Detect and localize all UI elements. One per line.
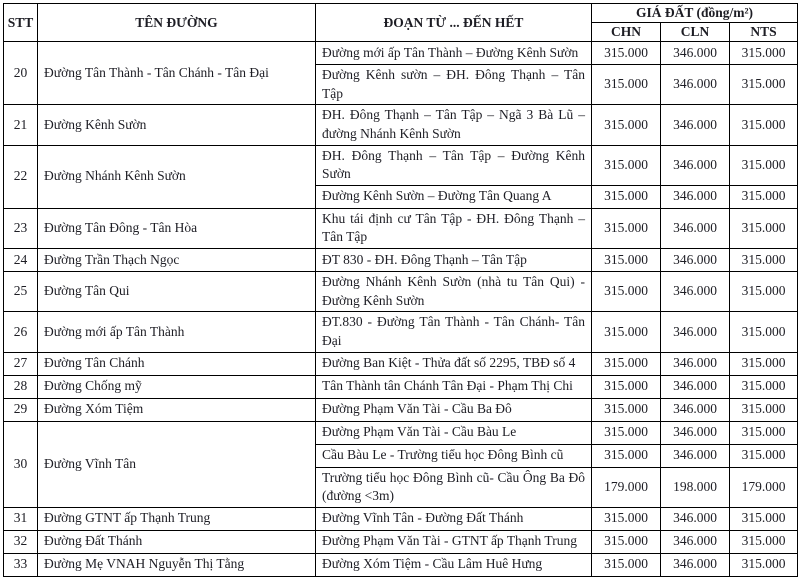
- price-cln-cell: 346.000: [661, 352, 730, 375]
- price-chn-cell: 179.000: [592, 467, 661, 507]
- street-name-cell: Đường GTNT ấp Thạnh Trung: [38, 507, 316, 530]
- price-cln-cell: 198.000: [661, 467, 730, 507]
- stt-cell: 24: [4, 249, 38, 272]
- price-chn-cell: 315.000: [592, 352, 661, 375]
- price-chn-cell: 315.000: [592, 398, 661, 421]
- section-cell: Đường Vĩnh Tân - Đường Đất Thánh: [316, 507, 592, 530]
- table-row: [4, 208, 798, 248]
- price-cln-cell: 346.000: [661, 42, 730, 65]
- street-name-cell: Đường mới ấp Tân Thành: [38, 312, 316, 352]
- section-cell: Cầu Bàu Le - Trường tiểu học Đông Bình cũ: [316, 444, 592, 467]
- table-row: [4, 375, 798, 398]
- table-row: [4, 530, 798, 553]
- table-row: [4, 507, 798, 530]
- table-row: [4, 42, 798, 65]
- price-cln-cell: 346.000: [661, 145, 730, 185]
- price-chn-cell: 315.000: [592, 553, 661, 576]
- section-cell: ĐH. Đông Thạnh – Tân Tập – Đường Kênh Sườn: [316, 145, 592, 185]
- street-name-cell: Đường Chống mỹ: [38, 375, 316, 398]
- section-cell: ĐT.830 - Đường Tân Thành - Tân Chánh- Tân Đại: [316, 312, 592, 352]
- stt-cell: 27: [4, 352, 38, 375]
- stt-cell: 20: [4, 42, 38, 105]
- price-chn-cell: 315.000: [592, 208, 661, 248]
- price-nts-cell: 315.000: [730, 352, 798, 375]
- section-cell: ĐT 830 - ĐH. Đông Thạnh – Tân Tập: [316, 249, 592, 272]
- section-cell: Đường Phạm Văn Tài - GTNT ấp Thạnh Trung: [316, 530, 592, 553]
- price-chn-cell: 315.000: [592, 105, 661, 145]
- price-cln-cell: 346.000: [661, 444, 730, 467]
- table-row: [4, 352, 798, 375]
- price-nts-cell: 315.000: [730, 398, 798, 421]
- price-chn-cell: 315.000: [592, 312, 661, 352]
- land-price-table: [3, 3, 798, 577]
- section-cell: Đường Nhánh Kênh Sườn (nhà tu Tân Qui) - Đường Kênh Sườn: [316, 272, 592, 312]
- price-cln-cell: 346.000: [661, 65, 730, 105]
- stt-cell: 25: [4, 272, 38, 312]
- table-row: [4, 398, 798, 421]
- street-name-cell: Đường Kênh Sườn: [38, 105, 316, 145]
- price-cln-cell: 346.000: [661, 312, 730, 352]
- table-row: [4, 421, 798, 444]
- section-cell: Trường tiểu học Đông Bình cũ- Cầu Ông Ba Đô (đường <3m): [316, 467, 592, 507]
- section-cell: Đường Ban Kiệt - Thửa đất số 2295, TBĐ số 4: [316, 352, 592, 375]
- stt-cell: 28: [4, 375, 38, 398]
- header-stt: STT: [4, 4, 38, 42]
- section-cell: Đường mới ấp Tân Thành – Đường Kênh Sườn: [316, 42, 592, 65]
- stt-cell: 23: [4, 208, 38, 248]
- street-name-cell: Đường Đất Thánh: [38, 530, 316, 553]
- table-row: [4, 312, 798, 352]
- price-chn-cell: 315.000: [592, 185, 661, 208]
- price-nts-cell: 315.000: [730, 444, 798, 467]
- price-chn-cell: 315.000: [592, 42, 661, 65]
- street-name-cell: Đường Tân Qui: [38, 272, 316, 312]
- price-chn-cell: 315.000: [592, 421, 661, 444]
- street-name-cell: Đường Tân Đông - Tân Hòa: [38, 208, 316, 248]
- price-cln-cell: 346.000: [661, 507, 730, 530]
- price-cln-cell: 346.000: [661, 185, 730, 208]
- price-chn-cell: 315.000: [592, 375, 661, 398]
- price-cln-cell: 346.000: [661, 249, 730, 272]
- street-name-cell: Đường Tân Thành - Tân Chánh - Tân Đại: [38, 42, 316, 105]
- section-cell: Đường Kênh Sườn – Đường Tân Quang A: [316, 185, 592, 208]
- price-chn-cell: 315.000: [592, 507, 661, 530]
- section-cell: Khu tái định cư Tân Tập - ĐH. Đông Thạnh – Tân Tập: [316, 208, 592, 248]
- price-cln-cell: 346.000: [661, 208, 730, 248]
- table-row: [4, 249, 798, 272]
- section-cell: Đường Kênh sườn – ĐH. Đông Thạnh – Tân Tập: [316, 65, 592, 105]
- price-cln-cell: 346.000: [661, 105, 730, 145]
- price-nts-cell: 315.000: [730, 105, 798, 145]
- table-row: [4, 553, 798, 576]
- section-cell: Tân Thành tân Chánh Tân Đại - Phạm Thị Chi: [316, 375, 592, 398]
- price-nts-cell: 315.000: [730, 375, 798, 398]
- header-cln: CLN: [661, 23, 730, 42]
- table-row: [4, 145, 798, 185]
- price-chn-cell: 315.000: [592, 65, 661, 105]
- price-cln-cell: 346.000: [661, 272, 730, 312]
- price-nts-cell: 315.000: [730, 530, 798, 553]
- stt-cell: 26: [4, 312, 38, 352]
- price-nts-cell: 315.000: [730, 272, 798, 312]
- price-nts-cell: 315.000: [730, 507, 798, 530]
- street-name-cell: Đường Xóm Tiệm: [38, 398, 316, 421]
- price-nts-cell: 315.000: [730, 42, 798, 65]
- price-chn-cell: 315.000: [592, 249, 661, 272]
- street-name-cell: Đường Vĩnh Tân: [38, 421, 316, 507]
- street-name-cell: Đường Mẹ VNAH Nguyễn Thị Tằng: [38, 553, 316, 576]
- price-chn-cell: 315.000: [592, 530, 661, 553]
- price-nts-cell: 315.000: [730, 249, 798, 272]
- price-nts-cell: 315.000: [730, 553, 798, 576]
- price-nts-cell: 315.000: [730, 208, 798, 248]
- header-price-group: GIÁ ĐẤT (đồng/m²): [592, 4, 798, 23]
- header-row-top: [4, 4, 798, 23]
- price-cln-cell: 346.000: [661, 421, 730, 444]
- street-name-cell: Đường Nhánh Kênh Sườn: [38, 145, 316, 208]
- price-nts-cell: 179.000: [730, 467, 798, 507]
- price-nts-cell: 315.000: [730, 421, 798, 444]
- price-chn-cell: 315.000: [592, 145, 661, 185]
- table-row: [4, 105, 798, 145]
- stt-cell: 33: [4, 553, 38, 576]
- price-table-body: [4, 42, 798, 577]
- stt-cell: 22: [4, 145, 38, 208]
- header-chn: CHN: [592, 23, 661, 42]
- table-row: [4, 272, 798, 312]
- price-chn-cell: 315.000: [592, 272, 661, 312]
- table-header: [4, 4, 798, 42]
- price-chn-cell: 315.000: [592, 444, 661, 467]
- section-cell: Đường Phạm Văn Tài - Cầu Ba Đô: [316, 398, 592, 421]
- price-cln-cell: 346.000: [661, 553, 730, 576]
- stt-cell: 30: [4, 421, 38, 507]
- street-name-cell: Đường Trần Thạch Ngọc: [38, 249, 316, 272]
- price-nts-cell: 315.000: [730, 185, 798, 208]
- header-nts: NTS: [730, 23, 798, 42]
- price-nts-cell: 315.000: [730, 312, 798, 352]
- stt-cell: 31: [4, 507, 38, 530]
- price-cln-cell: 346.000: [661, 375, 730, 398]
- price-nts-cell: 315.000: [730, 145, 798, 185]
- header-section: ĐOẠN TỪ ... ĐẾN HẾT: [316, 4, 592, 42]
- section-cell: Đường Phạm Văn Tài - Cầu Bàu Le: [316, 421, 592, 444]
- stt-cell: 29: [4, 398, 38, 421]
- street-name-cell: Đường Tân Chánh: [38, 352, 316, 375]
- stt-cell: 21: [4, 105, 38, 145]
- header-street-name: TÊN ĐƯỜNG: [38, 4, 316, 42]
- section-cell: ĐH. Đông Thạnh – Tân Tập – Ngã 3 Bà Lũ – đường Nhánh Kênh Sườn: [316, 105, 592, 145]
- price-nts-cell: 315.000: [730, 65, 798, 105]
- stt-cell: 32: [4, 530, 38, 553]
- section-cell: Đường Xóm Tiệm - Cầu Lâm Huê Hưng: [316, 553, 592, 576]
- price-cln-cell: 346.000: [661, 398, 730, 421]
- price-cln-cell: 346.000: [661, 530, 730, 553]
